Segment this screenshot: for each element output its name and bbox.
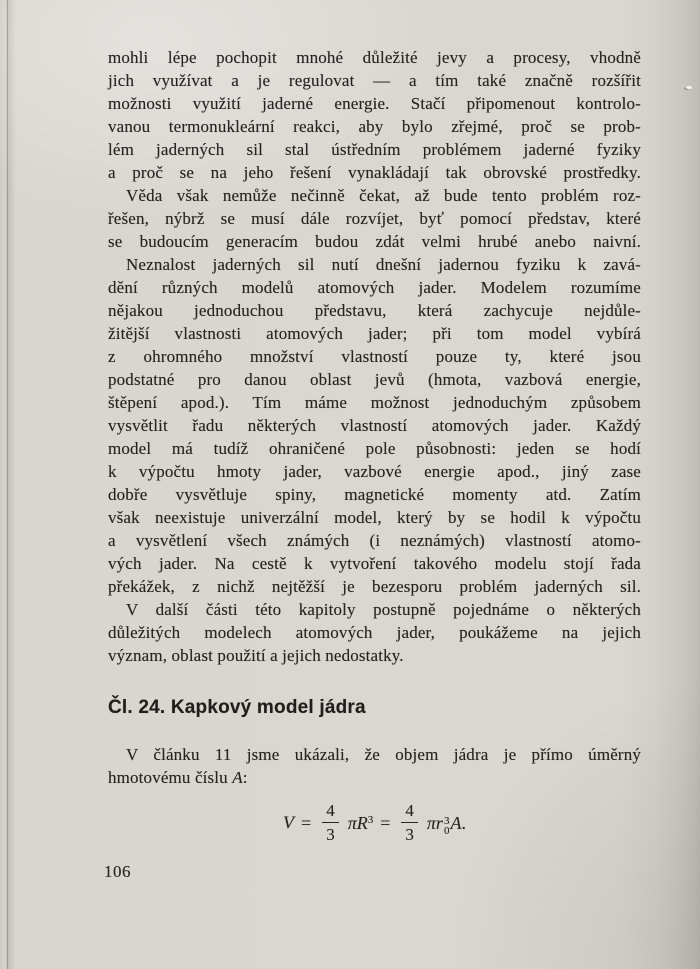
text-line: k výpočtu hmoty jader, vazbové energie apod., jiný zase <box>108 462 641 481</box>
fraction-numerator: 4 <box>322 802 339 823</box>
volume-formula <box>108 801 641 845</box>
exponent-3: 3 <box>443 814 450 827</box>
text-line: význam, oblast použití a jejich nedostatky. <box>108 646 404 665</box>
paragraph <box>108 598 641 667</box>
text-line: řešen, nýbrž se musí dále rozvíjet, byť pomocí představ, které <box>108 209 641 228</box>
scan-speck <box>686 86 692 89</box>
text-line: mohli lépe pochopit mnohé důležité jevy a procesy, vhodně <box>108 48 641 67</box>
text-line: Neznalost jaderných sil nutí dnešní jadernou fyziku k zavá- <box>126 255 641 274</box>
fraction-denominator: 3 <box>326 825 335 844</box>
text-line: se budoucím generacím budou zdát velmi hrubé anebo naivní. <box>108 232 641 251</box>
text-line <box>108 766 641 789</box>
text-line: štěpení apod.). Tím máme možnost jednoduchým způsobem <box>108 393 641 412</box>
text-line: model má tudíž ohraničené pole působnosti: jeden se hodí <box>108 439 641 458</box>
term-pi-R-cubed <box>348 813 374 833</box>
text-line: z ohromného množství vlastností pouze ty, které jsou <box>108 347 641 366</box>
text-line: dobře vysvětluje spiny, magnetické momenty atd. Zatím <box>108 485 641 504</box>
text-line: vysvětlit řadu některých vlastností atomových jader. Každý <box>108 416 641 435</box>
text-line: nějakou jednoduchou představu, která zachycuje nejdůle- <box>108 301 641 320</box>
paragraph <box>108 253 641 598</box>
text-line: žitější vlastnosti atomových jader; při tom model vybírá <box>108 324 641 343</box>
text-line: V další části této kapitoly postupně pojednáme o některých <box>126 600 641 619</box>
formula-var-A: A <box>450 812 462 833</box>
formula-var-V: V <box>283 812 295 833</box>
fraction-four-thirds <box>322 802 339 843</box>
formula-var-R: R <box>356 812 368 833</box>
formula-var-r: r <box>435 812 443 833</box>
text-line: vých jader. Na cestě k vytvoření takového modelu stojí řada <box>108 554 641 573</box>
text-line: překážek, z nichž nejtěžší je bezesporu problém jaderných sil. <box>108 577 641 596</box>
equals-sign: = <box>380 812 391 833</box>
intro-text: hmotovému číslu <box>108 768 233 787</box>
section-heading: Čl. 24. Kapkový model jádra <box>108 697 366 718</box>
paragraph <box>108 46 641 184</box>
intro-colon: : <box>242 768 248 787</box>
pi-symbol: π <box>426 812 436 833</box>
page-number: 106 <box>104 862 131 881</box>
pi-symbol: π <box>347 812 357 833</box>
text-line: vanou termonukleární reakci, aby bylo zřejmé, proč se prob- <box>108 117 641 136</box>
exponent-3: 3 <box>367 813 374 826</box>
text-line: a vysvětlení všech známých (i neznámých) vlastností atomo- <box>108 531 641 550</box>
equals-sign: = <box>301 812 312 833</box>
mass-number-variable: A <box>232 768 243 787</box>
fraction-denominator: 3 <box>405 825 414 844</box>
text-line: V článku 11 jsme ukázali, že objem jádra je přímo úměrný <box>126 745 641 764</box>
paragraph <box>108 184 641 253</box>
fraction-four-thirds <box>401 802 418 843</box>
text-line: dění různých modelů atomových jader. Modelem rozumíme <box>108 278 641 297</box>
text-line: Věda však nemůže nečinně čekat, až bude tento problém roz- <box>126 186 641 205</box>
text-line: lém jaderných sil stal ústředním problémem jaderné fyziky <box>108 140 641 159</box>
fraction-numerator: 4 <box>401 802 418 823</box>
text-column <box>108 46 641 845</box>
text-line: jich využívat a je regulovat — a tím také značně rozšířit <box>108 71 641 90</box>
text-line: a proč se na jeho řešení vynakládají tak obrovské prostředky. <box>108 163 641 182</box>
text-line: důležitých modelech atomových jader, poukážeme na jejich <box>108 623 641 642</box>
sub-sup-stack <box>444 816 450 836</box>
term-pi-r0-cubed-A <box>426 812 466 837</box>
text-line: však neexistuje univerzální model, který by se hodil k výpočtu <box>108 508 641 527</box>
paragraph <box>108 743 641 789</box>
text-line: možnosti využití jaderné energie. Stačí připomenout kontrolo- <box>108 94 641 113</box>
subscript-0: 0 <box>443 824 450 837</box>
text-line: podstatné pro danou oblast jevů (hmota, vazbová energie, <box>108 370 641 389</box>
formula-period: . <box>461 812 466 833</box>
